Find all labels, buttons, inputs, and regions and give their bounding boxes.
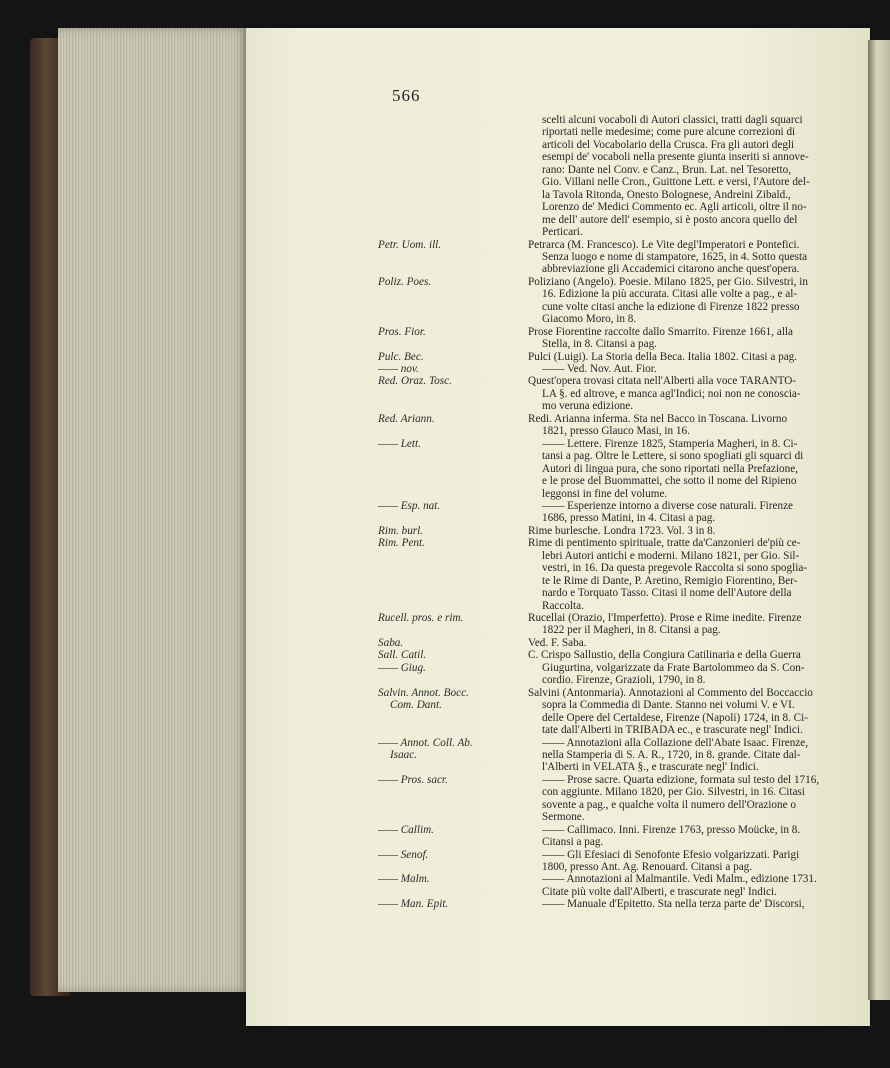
entry-text <box>528 662 850 687</box>
entry-abbreviation: —— Pros. sacr. <box>378 773 448 786</box>
entry-line: rano: Dante nel Conv. e Canz., Brun. Lat. nel Tesoretto, <box>542 163 792 176</box>
entry-line: Giugurtina, volgarizzate da Frate Bartolommeo da S. Con- <box>542 661 805 674</box>
entry-line: C. Crispo Sallustio, della Congiura Catilinaria e della Guerra <box>528 649 801 662</box>
entry-line: —— Ved. Nov. Aut. Fior. <box>542 363 657 375</box>
entry-abbreviation: Pulc. Bec. <box>378 350 424 363</box>
entry-text <box>528 898 850 910</box>
entry-abbreviation: —— Malm. <box>378 873 430 886</box>
entry-text <box>528 849 850 874</box>
entry-line: Senza luogo e nome di stampatore, 1625, in 4. Sotto questa <box>542 250 808 263</box>
entry-abbreviation: Pros. Fior. <box>378 325 426 338</box>
entry-line: —— Annotazioni alla Collazione dell'Abate Isaac. Firenze, <box>542 736 809 749</box>
entry-line: Salvini (Antonmaria). Annotazioni al Commento del Boccaccio <box>528 686 813 699</box>
entry-line: cordio. Firenze, Grazioli, 1790, in 8. <box>542 674 706 687</box>
entry-text <box>528 824 850 849</box>
entry-text <box>528 276 850 326</box>
entry-line: leggonsi in fine del volume. <box>542 487 668 500</box>
entry-abbreviation: —— Man. Epit. <box>378 898 449 911</box>
entry-line: —— Esperienze intorno a diverse cose naturali. Firenze <box>542 499 794 512</box>
entry-line: Petrarca (M. Francesco). Le Vite degl'Imperatori e Pontefici. <box>528 238 800 251</box>
entry-line: articoli del Vocabolario della Crusca. Fra gli autori degli <box>542 138 795 151</box>
entry-line: Redi. Arianna inferma. Sta nel Bacco in Toscana. Livorno <box>528 412 788 425</box>
entry-text <box>528 351 850 363</box>
entry-line: Raccolta. <box>542 599 584 612</box>
entry-text <box>528 774 850 824</box>
entry-line: me dell' autore dell' esempio, si è posto ancora quello del <box>542 213 798 226</box>
entry-text <box>528 637 850 649</box>
entry-line: —— Annotazioni al Malmantile. Vedi Malm., edizione 1731. <box>542 873 817 886</box>
entry-line: Gio. Villani nelle Cron., Guittone Lett. e versi, l'Autore del- <box>542 176 810 189</box>
entry-line: cune volte citasi anche la edizione di Firenze 1822 presso <box>542 300 800 313</box>
entry-line: Autori di lingua pura, che sono riportati nella Prefazione, <box>542 462 798 475</box>
page-edges <box>58 28 248 992</box>
entry-abbreviation: —— Giug. <box>378 661 426 674</box>
entry-line: —— Manuale d'Epitetto. Sta nella terza parte de' Discorsi, <box>542 898 805 911</box>
entry-text <box>528 649 850 661</box>
entry-line: te le Rime di Dante, P. Aretino, Remigio Fiorentino, Ber- <box>542 574 798 587</box>
entry-text <box>528 737 850 774</box>
next-page-edge <box>868 40 890 1000</box>
entry-text <box>528 363 850 375</box>
entry-line: —— Callimaco. Inni. Firenze 1763, presso Moücke, in 8. <box>542 823 801 836</box>
entry-line: LA §. ed altrove, e manca agl'Indici; noi non ne conoscia- <box>542 387 801 400</box>
entry-text <box>528 525 850 537</box>
entry-text <box>528 537 850 612</box>
entry-line: Prose Fiorentine raccolte dallo Smarrito. Firenze 1661, alla <box>528 325 794 338</box>
entry-abbreviation: —— Esp. nat. <box>378 499 441 512</box>
entry-abbreviation: Rim. Pent. <box>378 537 425 550</box>
entry-line: —— Prose sacre. Quarta edizione, formata sul testo del 1716, <box>542 773 820 786</box>
entry-line: nella Stamperia di S. A. R., 1720, in 8. grande. Citate dal- <box>542 748 801 761</box>
entry-abbreviation: Red. Oraz. Tosc. <box>378 375 452 388</box>
entry-abbreviation: Rucell. pros. e rim. <box>378 612 464 624</box>
entry-line: Rucellai (Orazio, l'Imperfetto). Prose e Rime inedite. Firenze <box>528 612 802 624</box>
entry-abbreviation-cont: Com. Dant. <box>390 699 442 712</box>
entry-line: Perticari. <box>542 226 583 239</box>
entry-line: 1800, presso Ant. Ag. Renouard. Citansi a pag. <box>542 861 753 873</box>
entry-line: 16. Edizione la più accurata. Citasi alle volte a pag., e al- <box>542 288 798 301</box>
entry-line: esempi de' vocaboli nella presente giunta inseriti si annove- <box>542 151 809 164</box>
entry-abbreviation-cont: Isaac. <box>390 748 418 761</box>
entry-line: abbreviazione gli Accademici citarono anche quest'opera. <box>542 263 800 276</box>
entry-line: lebri Autori antichi e moderni. Milano 1821, per Gio. Sil- <box>542 549 800 562</box>
entry-text <box>528 500 850 525</box>
entry-line: tate dall'Alberti in TRIBADA ec., e trascurate negl' Indici. <box>542 724 803 737</box>
entry-line: 1686, presso Matini, in 4. Citasi a pag. <box>542 512 716 525</box>
entry-abbreviation: Saba. <box>378 636 404 649</box>
entry-line: 1821, presso Glauco Masi, in 16. <box>542 425 690 438</box>
entry-line: con aggiunte. Milano 1820, per Gio. Silvestri, in 16. Citasi <box>542 786 805 799</box>
entry-line: Citate più volte dall'Alberti, e trascurate negl' Indici. <box>542 885 777 898</box>
entry-text <box>528 413 850 438</box>
entry-line: scelti alcuni vocaboli di Autori classici, tratti dagli squarci <box>542 114 803 126</box>
entry-text <box>528 375 850 412</box>
entry-line: delle Opere del Certaldese, Firenze (Napoli) 1724, in 8. Ci- <box>542 711 808 724</box>
entry-abbreviation: Salvin. Annot. Bocc. <box>378 686 469 699</box>
entry-line: —— Gli Efesiaci di Senofonte Efesio volgarizzati. Parigi <box>542 848 800 861</box>
entry-abbreviation: Sall. Catil. <box>378 649 427 662</box>
entry-line: Sermone. <box>542 811 585 824</box>
entry-line: sopra la Commedia di Dante. Stanno nei volumi V. e VI. <box>542 699 795 712</box>
entry-abbreviation: —— Lett. <box>378 437 421 450</box>
entry-abbreviation: Red. Ariann. <box>378 412 435 425</box>
entry-line: sovente a pag., e qualche volta il numero dell'Orazione o <box>542 798 796 811</box>
entry-line: mo veruna edizione. <box>542 400 634 413</box>
entry-abbreviation: —— nov. <box>378 363 419 375</box>
page-number: 566 <box>392 86 421 105</box>
entry-line: Giacomo Moro, in 8. <box>542 313 637 326</box>
entry-line: e le prose del Buommattei, che sotto il nome del Ripieno <box>542 475 797 488</box>
entry-line: Ved. F. Saba. <box>528 636 587 649</box>
entry-abbreviation: Rim. burl. <box>378 524 424 537</box>
entry-text <box>528 239 850 276</box>
entry-abbreviation: Petr. Uom. ill. <box>378 238 442 251</box>
entry-line: vestri, in 16. Da questa pregevole Raccolta si sono spoglia- <box>542 562 808 575</box>
entry-line: Poliziano (Angelo). Poesie. Milano 1825, per Gio. Silvestri, in <box>528 275 808 288</box>
entry-line: Stella, in 8. Citansi a pag. <box>542 338 657 351</box>
entry-abbreviation: —— Annot. Coll. Ab. <box>378 736 473 749</box>
entry-line: la Tavola Ritonda, Onesto Bolognese, Andreini Zibald., <box>542 188 791 201</box>
entry-line: Rime burlesche. Londra 1723. Vol. 3 in 8. <box>528 524 716 537</box>
entry-text <box>528 326 850 351</box>
entry-line: Quest'opera trovasi citata nell'Alberti alla voce TARANTO- <box>528 375 797 388</box>
entry-text <box>528 114 850 239</box>
entry-abbreviation: —— Senof. <box>378 848 429 861</box>
entry-abbreviation: Poliz. Poes. <box>378 275 432 288</box>
entry-line: —— Lettere. Firenze 1825, Stamperia Magheri, in 8. Ci- <box>542 437 798 450</box>
entry-line: l'Alberti in VELATA §., e trascurate negl' Indici. <box>542 761 759 774</box>
entry-line: 1822 per il Magheri, in 8. Citansi a pag. <box>542 624 721 637</box>
entry-line: riportati nelle medesime; come pure alcune correzioni di <box>542 126 796 139</box>
entry-line: Citansi a pag. <box>542 836 604 849</box>
entry-text <box>528 687 850 737</box>
entry-text <box>528 873 850 898</box>
entry-line: nardo e Torquato Tasso. Citasi il nome dell'Autore della <box>542 587 792 600</box>
entry-line: Lorenzo de' Medici Commento ec. Agli articoli, oltre il no- <box>542 201 807 214</box>
entry-line: Rime di pentimento spirituale, tratte da'Canzonieri de'più ce- <box>528 537 801 550</box>
entry-text <box>528 612 850 637</box>
entry-abbreviation: —— Callim. <box>378 823 434 836</box>
entry-text <box>528 438 850 500</box>
entry-line: tansi a pag. Oltre le Lettere, si sono spogliati gli squarci di <box>542 450 804 463</box>
entry-line: Pulci (Luigi). La Storia della Beca. Italia 1802. Citasi a pag. <box>528 350 798 363</box>
